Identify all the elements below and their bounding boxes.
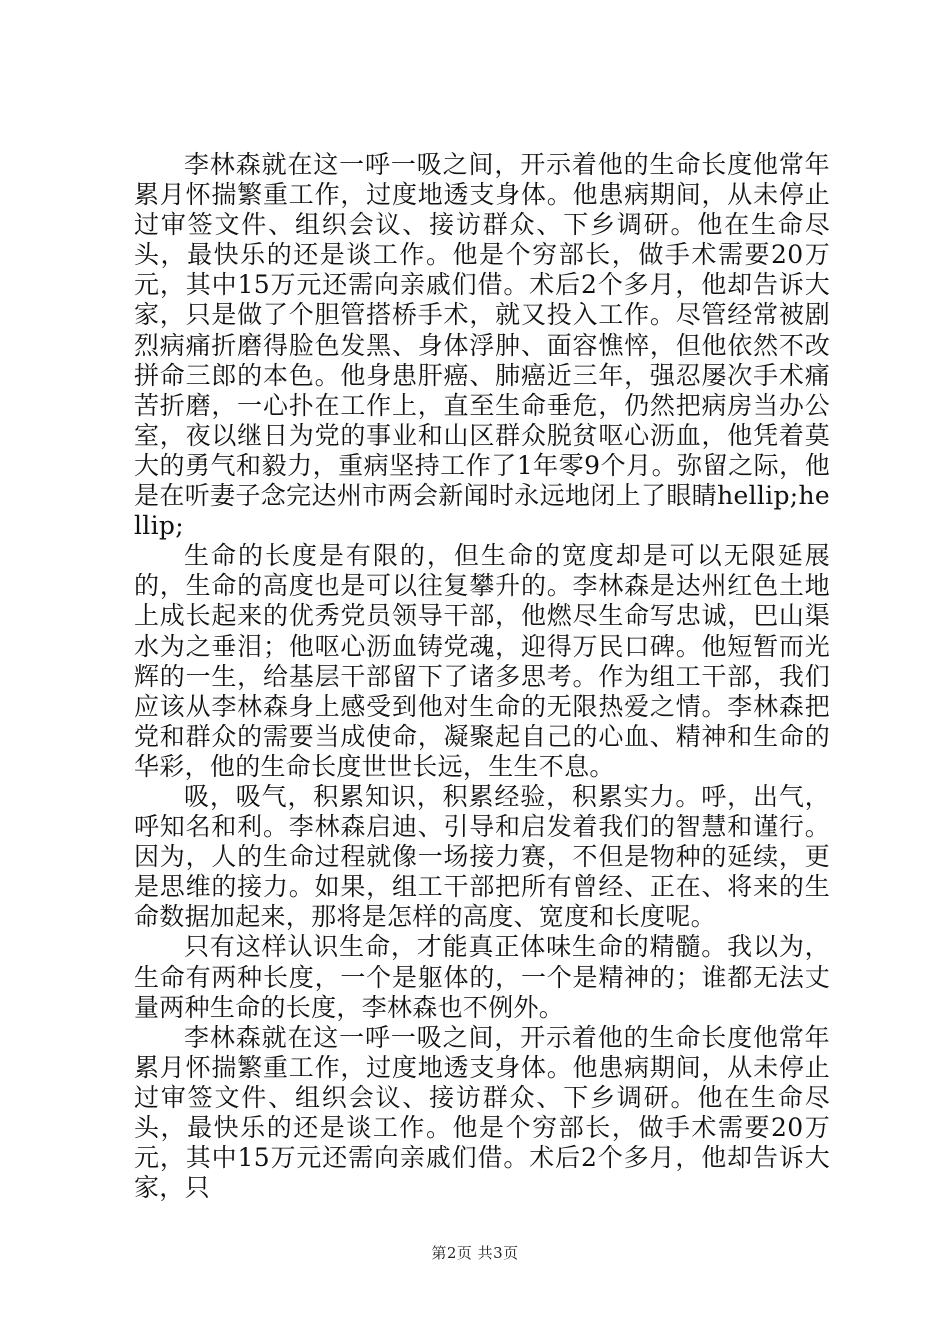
paragraph-5: 李林森就在这一呼一吸之间，开示着他的生命长度他常年累月怀揣繁重工作，过度地透支身体。他患病期间，从未停止过审签文件、组织会议、接访群众、下乡调研。他在生命尽头，最快乐的还是谈工作。他是个穷部长，做手术需要20万元，其中15万元还需向亲戚们借。术后2个多月，他却告诉大家，只 [134,1022,830,1203]
paragraph-4: 只有这样认识生命，才能真正体味生命的精髓。我以为，生命有两种长度，一个是躯体的，一个是精神的；谁都无法丈量两种生命的长度，李林森也不例外。 [134,932,830,1022]
paragraph-2: 生命的长度是有限的，但生命的宽度却是可以无限延展的，生命的高度也是可以往复攀升的。李林森是达州红色土地上成长起来的优秀党员领导干部，他燃尽生命写忠诚，巴山渠水为之垂泪；他呕心沥血铸党魂，迎得万民口碑。他短暂而光辉的一生，给基层干部留下了诸多思考。作为组工干部，我们应该从李林森身上感受到他对生命的无限热爱之情。李林森把党和群众的需要当成使命，凝聚起自己的心血、精神和生命的华彩，他的生命长度世世长远，生生不息。 [134,541,830,781]
document-body [134,150,830,1203]
paragraph-3: 吸，吸气，积累知识，积累经验，积累实力。呼，出气，呼知名和利。李林森启迪、引导和启发着我们的智慧和谨行。因为，人的生命过程就像一场接力赛，不但是物种的延续，更是思维的接力。如果，组工干部把所有曾经、正在、将来的生命数据加起来，那将是怎样的高度、宽度和长度呢。 [134,781,830,932]
paragraph-1: 李林森就在这一呼一吸之间，开示着他的生命长度他常年累月怀揣繁重工作，过度地透支身体。他患病期间，从未停止过审签文件、组织会议、接访群众、下乡调研。他在生命尽头，最快乐的还是谈工作。他是个穷部长，做手术需要20万元，其中15万元还需向亲戚们借。术后2个多月，他却告诉大家，只是做了个胆管搭桥手术，就又投入工作。尽管经常被剧烈病痛折磨得脸色发黑、身体浮肿、面容憔悴，但他依然不改拼命三郎的本色。他身患肝癌、肺癌近三年，强忍屡次手术痛苦折磨，一心扑在工作上，直至生命垂危，仍然把病房当办公室，夜以继日为党的事业和山区群众脱贫呕心沥血，他凭着莫大的勇气和毅力，重病坚持工作了1年零9个月。弥留之际，他是在听妻子念完达州市两会新闻时永远地闭上了眼睛hellip;hellip; [134,150,830,541]
page-number-footer: 第2页 共3页 [431,1244,519,1262]
